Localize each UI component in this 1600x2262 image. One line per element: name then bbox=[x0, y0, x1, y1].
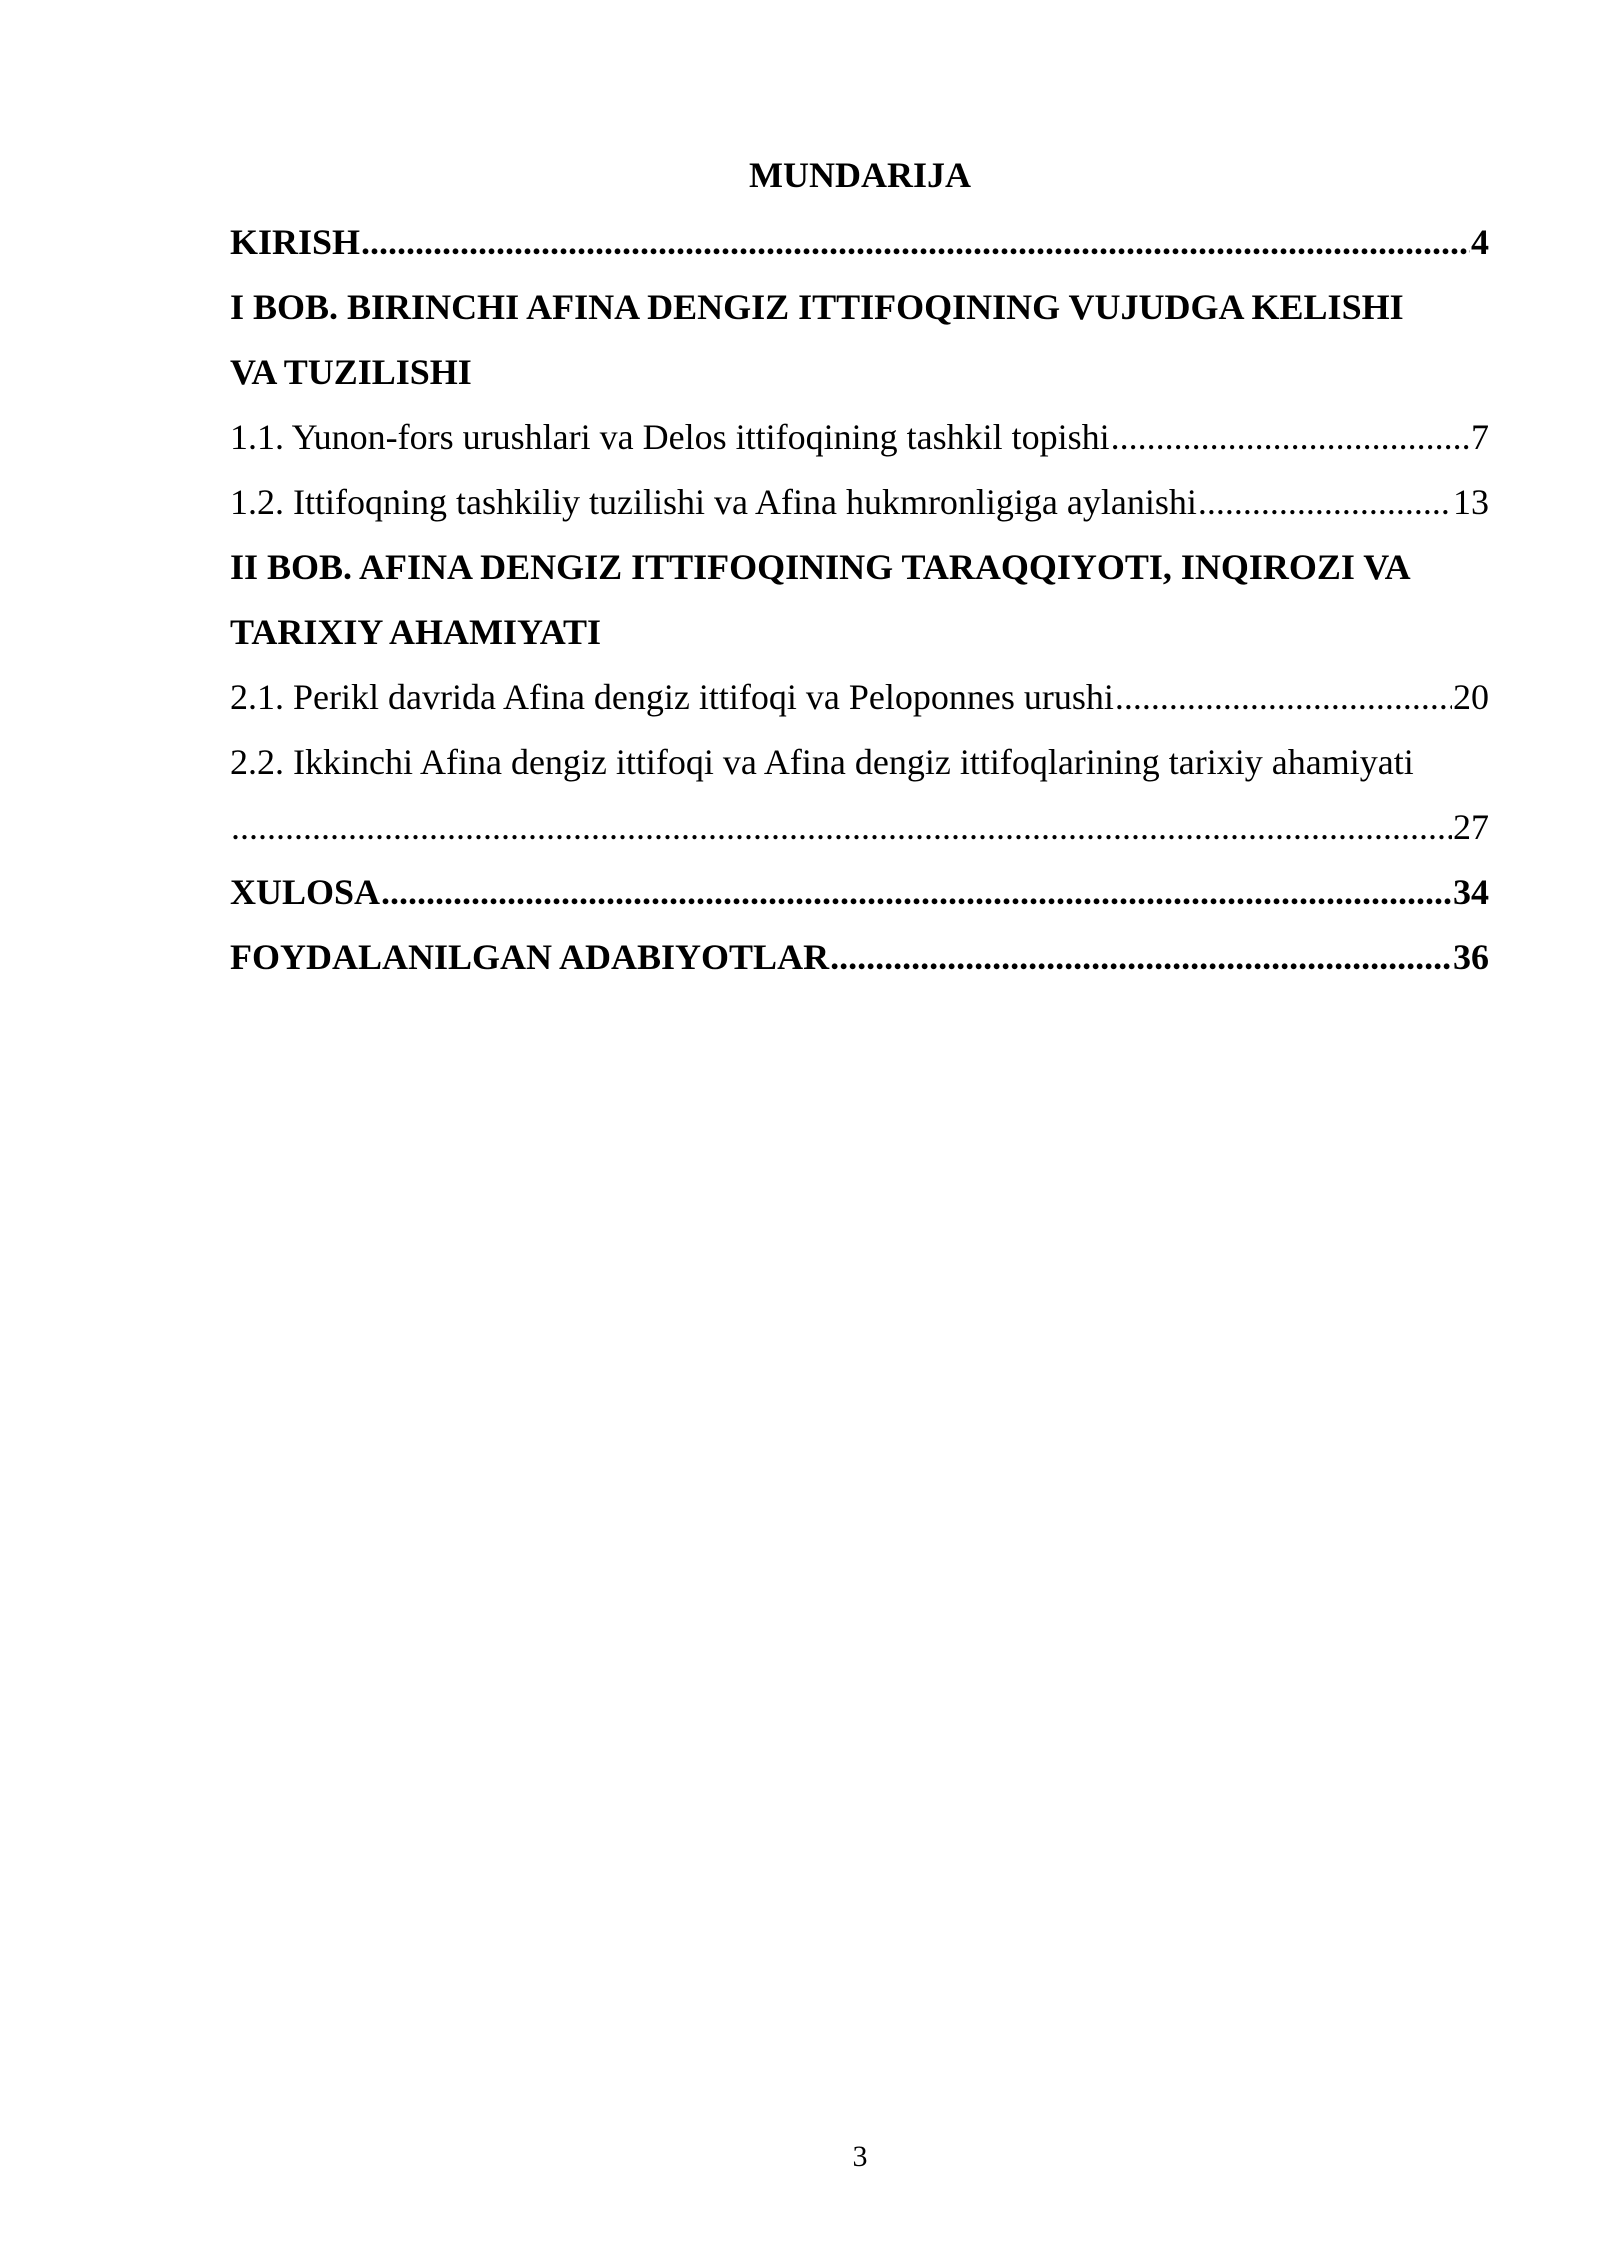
toc-entry-kirish[interactable] bbox=[230, 220, 1489, 285]
toc-entry-xulosa[interactable] bbox=[230, 870, 1489, 935]
toc-dot-leader bbox=[361, 220, 1470, 264]
toc-entry-label: 1.1. Yunon-fors urushlari va Delos ittifoqining tashkil topishi bbox=[230, 417, 1110, 457]
toc-entry-label: 1.2. Ittifoqning tashkiliy tuzilishi va Afina hukmronligiga aylanishi bbox=[230, 482, 1197, 522]
toc-entry-adabiyotlar[interactable] bbox=[230, 935, 1489, 1000]
toc-chapter1-heading-line2[interactable]: VA TUZILISHI bbox=[230, 352, 472, 392]
toc-entry-1-1[interactable] bbox=[230, 415, 1489, 480]
toc-entry-page: 13 bbox=[1453, 482, 1489, 522]
page-title: MUNDARIJA bbox=[749, 155, 971, 195]
toc-entry-page: 27 bbox=[1453, 807, 1489, 847]
toc-dot-leader bbox=[1111, 415, 1470, 459]
toc-dot-leader bbox=[1198, 480, 1452, 524]
toc-entry-label: FOYDALANILGAN ADABIYOTLAR bbox=[230, 937, 830, 977]
toc-dot-leader bbox=[1115, 675, 1452, 719]
page-number: 3 bbox=[852, 2140, 868, 2173]
toc-entry-page: 4 bbox=[1471, 222, 1489, 262]
toc-entry-label: 2.1. Perikl davrida Afina dengiz ittifoqi va Peloponnes urushi bbox=[230, 677, 1114, 717]
toc-chapter1-heading-line1[interactable]: I BOB. BIRINCHI AFINA DENGIZ ITTIFOQINING VUJUDGA KELISHI bbox=[230, 287, 1404, 327]
toc-entry-page: 36 bbox=[1453, 937, 1489, 977]
toc-entry-page: 7 bbox=[1471, 417, 1489, 457]
toc-entry-page: 34 bbox=[1453, 872, 1489, 912]
toc-entry-page: 20 bbox=[1453, 677, 1489, 717]
toc-dot-leader bbox=[381, 870, 1452, 914]
toc-entry-label: KIRISH bbox=[230, 222, 361, 262]
toc-entry-2-2-label[interactable]: 2.2. Ikkinchi Afina dengiz ittifoqi va Afina dengiz ittifoqlarining tarixiy ahamiyati bbox=[230, 742, 1414, 782]
toc-dot-leader bbox=[830, 935, 1452, 979]
toc-dot-leader bbox=[231, 805, 1452, 849]
toc-chapter2-heading-line1[interactable]: II BOB. AFINA DENGIZ ITTIFOQINING TARAQQIYOTI, INQIROZI VA bbox=[230, 547, 1411, 587]
table-of-contents bbox=[230, 220, 1489, 1000]
toc-chapter2-heading-line2[interactable]: TARIXIY AHAMIYATI bbox=[230, 612, 602, 652]
toc-entry-2-1[interactable] bbox=[230, 675, 1489, 740]
toc-entry-label: XULOSA bbox=[230, 872, 381, 912]
toc-entry-1-2[interactable] bbox=[230, 480, 1489, 545]
toc-entry-2-2-leader[interactable] bbox=[230, 805, 1489, 870]
